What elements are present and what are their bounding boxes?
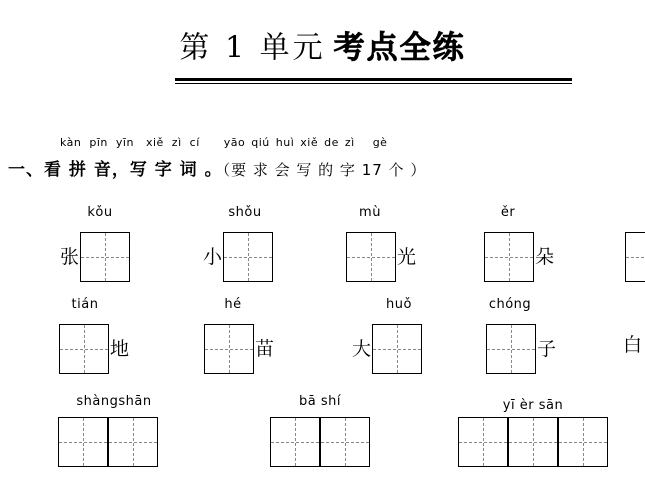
grid-item-r2c5 — [623, 336, 643, 355]
pinyin-label-r3c1: shàngshān — [76, 394, 152, 409]
section-pinyin-annotation — [60, 136, 387, 149]
tianzige-group-r1c2[interactable] — [223, 232, 273, 282]
pinyin-kan: kàn — [60, 136, 82, 149]
tianzige-group-r3c3[interactable] — [458, 417, 608, 467]
grid-item-r2c4[interactable] — [485, 324, 556, 374]
pinyin-yao: yāo — [223, 136, 246, 149]
pinyin-label-r1c2: shǒu — [228, 205, 262, 220]
title-main: 考点全练 — [333, 30, 466, 66]
tianzige-cell[interactable] — [346, 232, 396, 282]
hanzi-prefix-r1c2: 小 — [203, 245, 223, 268]
tianzige-cell[interactable] — [320, 417, 370, 467]
pinyin-label-r2c3: huǒ — [386, 297, 412, 312]
page-title — [0, 22, 645, 67]
tianzige-cell[interactable] — [204, 324, 254, 374]
tianzige-cell[interactable] — [625, 232, 645, 282]
grid-item-r2c2[interactable] — [203, 324, 274, 374]
tianzige-cell[interactable] — [484, 232, 534, 282]
pinyin-label-r3c3: yī èr sān — [502, 398, 564, 413]
pinyin-xie2: xiě — [300, 136, 319, 149]
pinyin-label-r2c4: chóng — [488, 297, 532, 312]
title-unit: 第 1 单元 — [179, 30, 326, 66]
hanzi-prefix-r2c3: 大 — [352, 337, 372, 360]
hanzi-prefix-r1c1: 张 — [60, 245, 80, 268]
pinyin-qiu: qiú — [251, 136, 270, 149]
hanzi-suffix-r2c2: 苗 — [255, 337, 275, 360]
tianzige-group-r1c5[interactable] — [625, 232, 645, 282]
tianzige-group-r3c1[interactable] — [58, 417, 158, 467]
grid-item-r1c3[interactable] — [345, 232, 416, 282]
pinyin-yin: yīn — [115, 136, 134, 149]
pinyin-ge: gè — [372, 136, 388, 149]
pinyin-label-r3c2: bā shí — [299, 394, 341, 409]
hanzi-suffix-r2c1: 地 — [110, 337, 130, 360]
tianzige-cell[interactable] — [558, 417, 608, 467]
tianzige-group-r1c4[interactable] — [484, 232, 534, 282]
tianzige-group-r2c2[interactable] — [204, 324, 254, 374]
grid-item-r1c5[interactable] — [625, 232, 645, 282]
hanzi-suffix-r1c4: 朵 — [535, 245, 555, 268]
tianzige-cell[interactable] — [80, 232, 130, 282]
pinyin-de: de — [324, 136, 339, 149]
pinyin-label-r1c1: kǒu — [87, 205, 113, 220]
tianzige-group-r2c1[interactable] — [59, 324, 109, 374]
tianzige-cell[interactable] — [270, 417, 320, 467]
tianzige-cell[interactable] — [223, 232, 273, 282]
hanzi-suffix-r2c4: 子 — [537, 337, 557, 360]
grid-item-r1c4[interactable] — [483, 232, 554, 282]
pinyin-hui: huì — [275, 136, 295, 149]
pinyin-zi: zì — [171, 136, 182, 149]
tianzige-cell[interactable] — [508, 417, 558, 467]
pinyin-zi2: zì — [344, 136, 355, 149]
section-heading — [8, 155, 426, 180]
section-heading-bold: 一、看 拼 音，写 字 词 。 — [8, 160, 223, 180]
hanzi-prefix-r2c5: 白 — [623, 334, 643, 356]
tianzige-cell[interactable] — [372, 324, 422, 374]
tianzige-cell[interactable] — [58, 417, 108, 467]
tianzige-group-r2c3[interactable] — [372, 324, 422, 374]
tianzige-group-r1c3[interactable] — [346, 232, 396, 282]
section-heading-note: （要 求 会 写 的 字 17 个 ） — [222, 161, 427, 179]
tianzige-cell[interactable] — [59, 324, 109, 374]
tianzige-group-r2c4[interactable] — [486, 324, 536, 374]
pinyin-xie: xiě — [145, 136, 164, 149]
pinyin-label-r2c2: hé — [224, 297, 242, 312]
tianzige-group-r3c2[interactable] — [270, 417, 370, 467]
tianzige-cell[interactable] — [486, 324, 536, 374]
pinyin-label-r2c1: tián — [71, 297, 99, 312]
grid-item-r2c3[interactable] — [352, 324, 423, 374]
grid-item-r1c2[interactable] — [203, 232, 274, 282]
pinyin-ci: cí — [189, 136, 200, 149]
title-divider — [175, 78, 572, 84]
grid-item-r2c1[interactable] — [58, 324, 129, 374]
hanzi-suffix-r1c3: 光 — [397, 245, 417, 268]
tianzige-cell[interactable] — [108, 417, 158, 467]
pinyin-label-r1c4: ěr — [500, 205, 516, 220]
tianzige-group-r1c1[interactable] — [80, 232, 130, 282]
grid-item-r1c1[interactable] — [60, 232, 131, 282]
pinyin-pin: pīn — [89, 136, 108, 149]
grid-item-r3c3[interactable] — [458, 417, 608, 467]
tianzige-cell[interactable] — [458, 417, 508, 467]
pinyin-label-r1c3: mù — [359, 205, 381, 220]
grid-item-r3c1[interactable] — [58, 417, 158, 467]
grid-item-r3c2[interactable] — [270, 417, 370, 467]
